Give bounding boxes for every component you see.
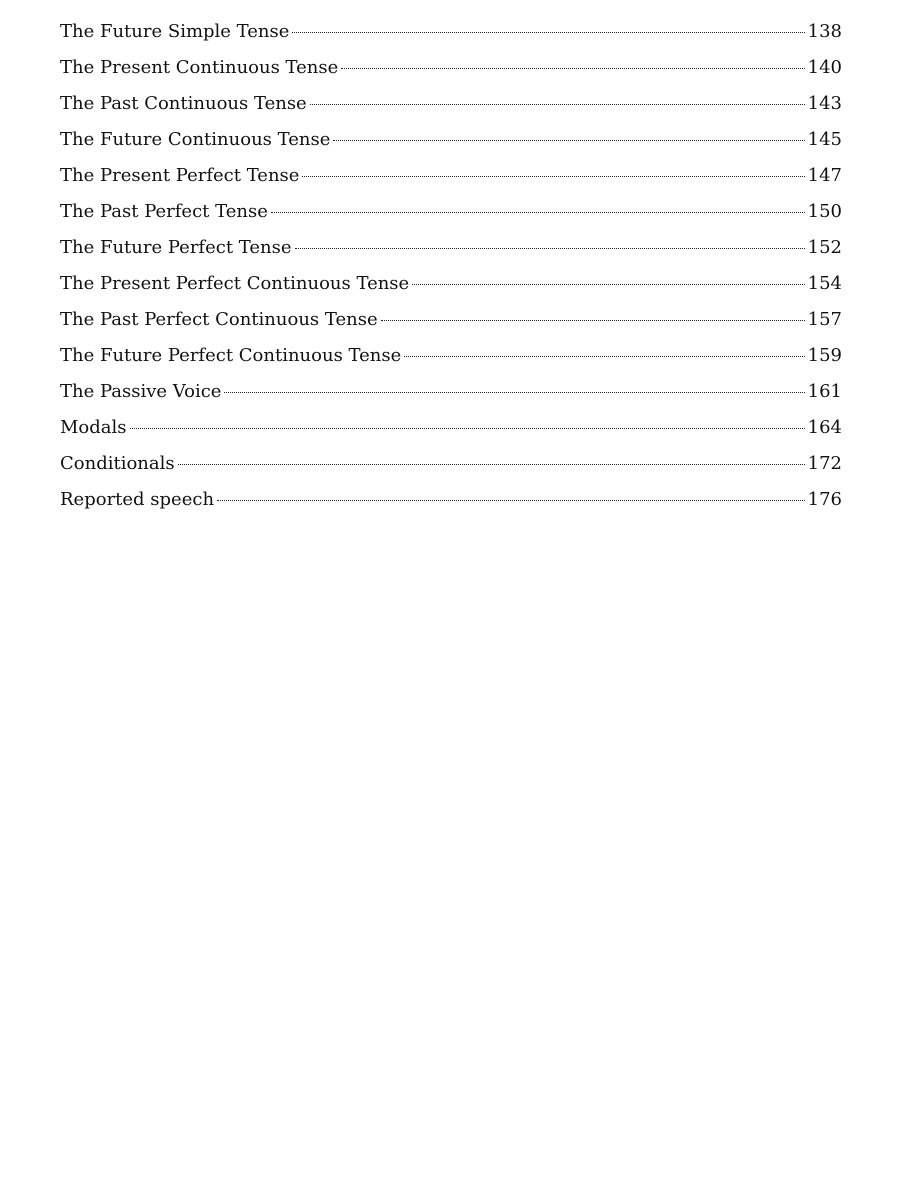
toc-page-number: 145 — [807, 129, 842, 150]
toc-page-number: 159 — [807, 345, 842, 366]
table-of-contents — [60, 14, 842, 518]
toc-entry-title: The Present Perfect Continuous Tense — [60, 273, 410, 294]
toc-entry-title: Reported speech — [60, 489, 215, 510]
toc-entry[interactable] — [60, 374, 842, 410]
toc-entry[interactable] — [60, 338, 842, 374]
toc-entry-title: The Present Perfect Tense — [60, 165, 300, 186]
toc-entry[interactable] — [60, 302, 842, 338]
toc-entry-title: The Future Continuous Tense — [60, 129, 331, 150]
toc-entry-title: The Present Continuous Tense — [60, 57, 339, 78]
toc-entry-title: The Past Continuous Tense — [60, 93, 307, 114]
toc-page-number: 164 — [807, 417, 842, 438]
toc-dot-leader — [224, 392, 804, 393]
toc-entry-title: The Passive Voice — [60, 381, 222, 402]
toc-dot-leader — [404, 356, 804, 357]
toc-dot-leader — [341, 68, 804, 69]
toc-page-number: 140 — [807, 57, 842, 78]
toc-entry-title: The Past Perfect Continuous Tense — [60, 309, 378, 330]
toc-entry-title: The Future Simple Tense — [60, 21, 290, 42]
toc-dot-leader — [130, 428, 805, 429]
toc-page-number: 147 — [807, 165, 842, 186]
toc-dot-leader — [310, 104, 805, 105]
toc-entry[interactable] — [60, 50, 842, 86]
toc-dot-leader — [381, 320, 805, 321]
toc-entry[interactable] — [60, 410, 842, 446]
toc-page-number: 172 — [807, 453, 842, 474]
toc-entry[interactable] — [60, 446, 842, 482]
toc-page-number: 138 — [807, 21, 842, 42]
toc-entry[interactable] — [60, 194, 842, 230]
toc-entry-title: Modals — [60, 417, 127, 438]
toc-entry[interactable] — [60, 14, 842, 50]
toc-entry[interactable] — [60, 122, 842, 158]
toc-page-number: 161 — [807, 381, 842, 402]
toc-dot-leader — [178, 464, 805, 465]
toc-dot-leader — [271, 212, 805, 213]
toc-page-number: 176 — [807, 489, 842, 510]
toc-dot-leader — [302, 176, 804, 177]
toc-page-number: 150 — [807, 201, 842, 222]
toc-entry[interactable] — [60, 266, 842, 302]
toc-page-number: 143 — [807, 93, 842, 114]
toc-entry-title: The Past Perfect Tense — [60, 201, 268, 222]
toc-page-number: 152 — [807, 237, 842, 258]
toc-dot-leader — [292, 32, 804, 33]
toc-page-number: 157 — [807, 309, 842, 330]
toc-entry-title: The Future Perfect Tense — [60, 237, 292, 258]
toc-dot-leader — [412, 284, 804, 285]
toc-page-number: 154 — [807, 273, 842, 294]
toc-entry[interactable] — [60, 158, 842, 194]
toc-entry[interactable] — [60, 230, 842, 266]
toc-dot-leader — [217, 500, 805, 501]
toc-dot-leader — [295, 248, 805, 249]
toc-entry-title: Conditionals — [60, 453, 175, 474]
toc-entry-title: The Future Perfect Continuous Tense — [60, 345, 402, 366]
toc-dot-leader — [333, 140, 804, 141]
toc-entry[interactable] — [60, 482, 842, 518]
toc-entry[interactable] — [60, 86, 842, 122]
